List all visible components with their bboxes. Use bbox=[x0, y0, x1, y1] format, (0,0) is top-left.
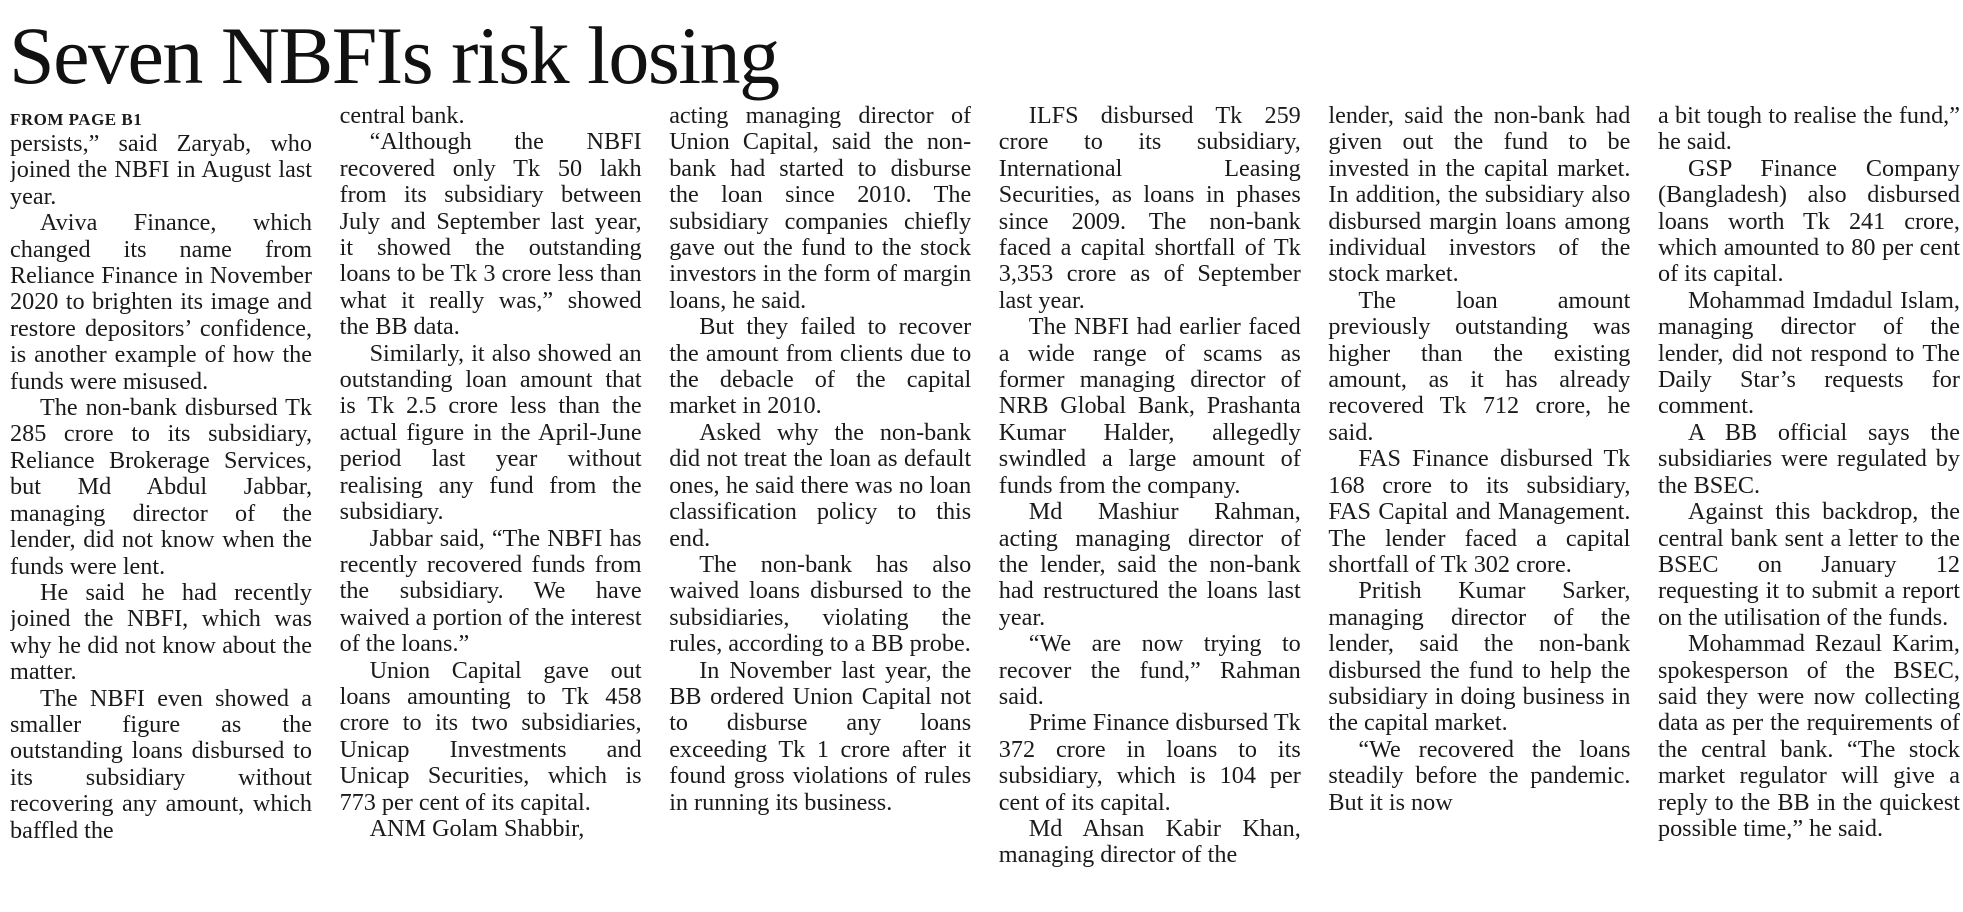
paragraph: In November last year, the BB ordered Union Capital not to disburse any loans exceeding Tk 1 crore after it found gross violations of rules in running its business. bbox=[669, 656, 972, 816]
paragraph: A BB official says the subsidiaries were regulated by the BSEC. bbox=[1657, 418, 1960, 499]
paragraph: Prime Finance disbursed Tk 372 crore in loans to its subsidiary, which is 104 per cent of its capital. bbox=[998, 709, 1301, 816]
article-column-3 bbox=[669, 103, 971, 909]
article-column-5 bbox=[1328, 103, 1630, 909]
paragraph: Similarly, it also showed an outstanding loan amount that is Tk 2.5 crore less than the actual figure in the April-June period last year without realising any fund from the subsidiary. bbox=[339, 339, 642, 526]
paragraph: lender, said the non-bank had given out the fund to be invested in the capital market. In addition, the subsidiary also disbursed margin loans among individual investors of the stock market. bbox=[1328, 103, 1631, 288]
article-column-2 bbox=[340, 103, 642, 909]
paragraph: Union Capital gave out loans amounting to Tk 458 crore to its two subsidiaries, Unicap Investments and Unicap Securities, which is 773 per cent of its capital. bbox=[339, 656, 642, 816]
paragraph: Against this backdrop, the central bank sent a letter to the BSEC on January 12 requesting it to submit a report on the utilisation of the funds. bbox=[1657, 498, 1960, 631]
paragraph: The NBFI even showed a smaller figure as the outstanding loans disbursed to its subsidiary without recovering any amount, which baffled the bbox=[10, 684, 312, 844]
paragraph: central bank. bbox=[339, 103, 465, 129]
paragraph: The loan amount previously outstanding was higher than the existing amount, as it has already recovered Tk 712 crore, he said. bbox=[1328, 286, 1631, 446]
paragraph: The NBFI had earlier faced a wide range of scams as former managing director of NRB Global Bank, Prashanta Kumar Halder, allegedly swindled a large amount of funds from the company. bbox=[998, 313, 1301, 499]
paragraph: persists,” said Zaryab, who joined the NBFI in August last year. bbox=[10, 130, 312, 210]
paragraph: Mohammad Imdadul Islam, managing director of the lender, did not respond to The Daily Star’s requests for comment. bbox=[1657, 286, 1960, 420]
paragraph: Asked why the non-bank did not treat the loan as default ones, he said there was no loan classification policy to this end. bbox=[669, 418, 972, 552]
paragraph: ANM Golam Shabbir, bbox=[369, 814, 585, 842]
paragraph: GSP Finance Company (Bangladesh) also disbursed loans worth Tk 241 crore, which amounted to 80 per cent of its capital. bbox=[1657, 154, 1960, 288]
paragraph: “We recovered the loans steadily before the pandemic. But it is now bbox=[1328, 735, 1631, 816]
paragraph: But they failed to recover the amount from clients due to the debacle of the capital market in 2010. bbox=[669, 313, 972, 420]
article-column-1 bbox=[10, 103, 312, 909]
paragraph: FAS Finance disbursed Tk 168 crore to its subsidiary, FAS Capital and Management. The lender faced a capital shortfall of Tk 302 crore. bbox=[1328, 445, 1631, 578]
kicker: FROM PAGE B1 bbox=[10, 110, 143, 129]
paragraph: The non-bank disbursed Tk 285 crore to its subsidiary, Reliance Brokerage Services, but Md Abdul Jabbar, managing director of the lender, did not know when the funds were lent. bbox=[10, 394, 312, 580]
paragraph: The non-bank has also waived loans disbursed to the subsidiaries, violating the rules, according to a BB probe. bbox=[669, 550, 972, 658]
paragraph: ILFS disbursed Tk 259 crore to its subsidiary, International Leasing Securities, as loans in phases since 2009. The non-bank faced a capital shortfall of Tk 3,353 crore as of September last year. bbox=[998, 103, 1301, 314]
paragraph: Pritish Kumar Sarker, managing director of the lender, said the non-bank disbursed the fund to help the subsidiary in doing business in the capital market. bbox=[1328, 577, 1631, 737]
paragraph: Mohammad Rezaul Karim, spokesperson of the BSEC, said they were now collecting data as per the requirements of the central bank. “The stock market regulator will give a reply to the BB in the quickest possible time,” he said. bbox=[1657, 630, 1960, 842]
paragraph: Md Ahsan Kabir Khan, managing director of the bbox=[998, 814, 1301, 869]
headline: Seven NBFIs risk losing bbox=[9, 10, 779, 101]
paragraph: Md Mashiur Rahman, acting managing director of the lender, said the non-bank had restructured the loans last year. bbox=[998, 498, 1301, 631]
article-column-6 bbox=[1658, 103, 1960, 909]
paragraph: Jabbar said, “The NBFI has recently recovered funds from the subsidiary. We have waived a portion of the interest of the loans.” bbox=[339, 524, 642, 658]
paragraph: Aviva Finance, which changed its name from Reliance Finance in November 2020 to brighten its image and restore depositors’ confidence, is another example of how the funds were misused. bbox=[10, 209, 312, 395]
paragraph: acting managing director of Union Capital, said the non-bank had started to disburse the loan since 2010. The subsidiary companies chiefly gave out the fund to the stock investors in the form of margin loans, he said. bbox=[669, 103, 972, 314]
paragraph: a bit tough to realise the fund,” he said. bbox=[1657, 103, 1960, 156]
paragraph: “We are now trying to recover the fund,” Rahman said. bbox=[998, 630, 1301, 710]
paragraph: He said he had recently joined the NBFI, which was why he did not know about the matter. bbox=[10, 578, 312, 686]
article-column-4 bbox=[999, 103, 1301, 909]
article-body bbox=[10, 103, 1960, 909]
paragraph: “Although the NBFI recovered only Tk 50 lakh from its subsidiary between July and September last year, it showed the outstanding loans to be Tk 3 crore less than what it really was,” showed the BB data. bbox=[339, 128, 642, 341]
